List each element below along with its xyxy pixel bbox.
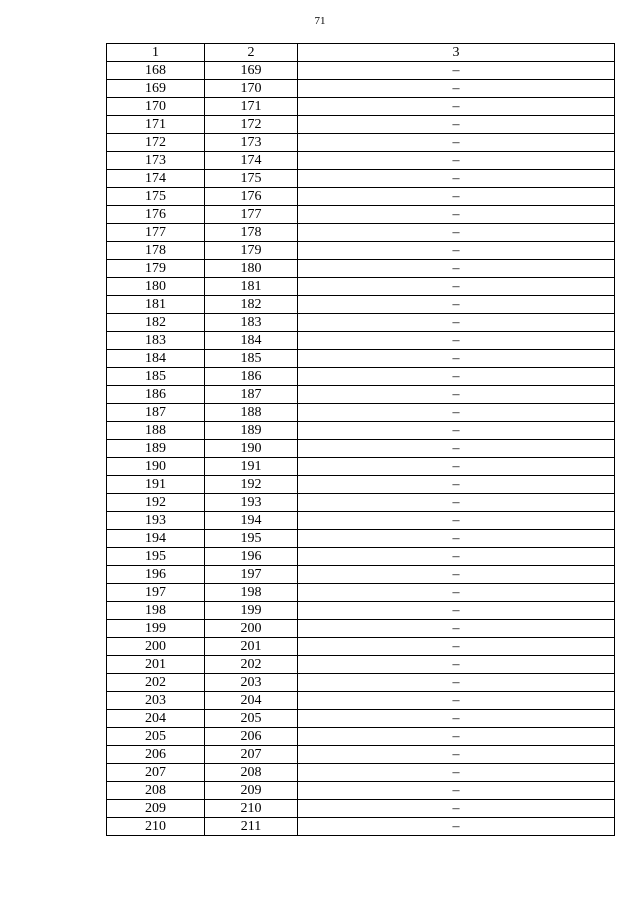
table-cell-col-3: –: [298, 368, 615, 386]
table-row: [107, 260, 615, 278]
table-row: [107, 188, 615, 206]
table-cell-col-1: 173: [107, 152, 205, 170]
table-cell-col-2: 179: [205, 242, 298, 260]
table-cell-col-1: 203: [107, 692, 205, 710]
table-row: [107, 674, 615, 692]
table-cell-col-1: 193: [107, 512, 205, 530]
table-cell-col-2: 180: [205, 260, 298, 278]
table-cell-col-2: 177: [205, 206, 298, 224]
table-cell-col-3: –: [298, 674, 615, 692]
table-cell-col-1: 204: [107, 710, 205, 728]
table-cell-col-3: –: [298, 710, 615, 728]
table-cell-col-2: 171: [205, 98, 298, 116]
table-cell-col-2: 191: [205, 458, 298, 476]
table-cell-col-1: 195: [107, 548, 205, 566]
table-row: [107, 530, 615, 548]
table-row: [107, 224, 615, 242]
table-cell-col-3: –: [298, 458, 615, 476]
table-cell-col-3: –: [298, 782, 615, 800]
table-cell-col-1: 187: [107, 404, 205, 422]
table-cell-col-2: 186: [205, 368, 298, 386]
table-cell-col-1: 182: [107, 314, 205, 332]
table-cell-col-3: –: [298, 422, 615, 440]
table-cell-col-3: –: [298, 440, 615, 458]
table-cell-col-1: 198: [107, 602, 205, 620]
table-cell-col-1: 207: [107, 764, 205, 782]
table-cell-col-1: 202: [107, 674, 205, 692]
table-cell-col-3: –: [298, 170, 615, 188]
table-cell-col-3: –: [298, 494, 615, 512]
table-cell-col-2: 203: [205, 674, 298, 692]
table-cell-col-2: 188: [205, 404, 298, 422]
table-cell-col-1: 176: [107, 206, 205, 224]
table-cell-col-2: 187: [205, 386, 298, 404]
table-cell-col-3: –: [298, 188, 615, 206]
table-cell-col-1: 178: [107, 242, 205, 260]
table-header-row: [107, 44, 615, 62]
table-cell-col-3: –: [298, 98, 615, 116]
table-row: [107, 386, 615, 404]
table-cell-col-3: –: [298, 386, 615, 404]
table-cell-col-3: –: [298, 80, 615, 98]
table-cell-col-3: –: [298, 548, 615, 566]
table-row: [107, 116, 615, 134]
table-cell-col-2: 210: [205, 800, 298, 818]
table-cell-col-2: 178: [205, 224, 298, 242]
table-row: [107, 350, 615, 368]
column-header-3: 3: [298, 44, 615, 62]
table-cell-col-1: 200: [107, 638, 205, 656]
table-cell-col-1: 180: [107, 278, 205, 296]
table-cell-col-1: 171: [107, 116, 205, 134]
table-cell-col-3: –: [298, 818, 615, 836]
table-cell-col-3: –: [298, 242, 615, 260]
table-cell-col-2: 202: [205, 656, 298, 674]
table-cell-col-3: –: [298, 512, 615, 530]
table-cell-col-3: –: [298, 404, 615, 422]
table-cell-col-2: 173: [205, 134, 298, 152]
data-table: [106, 43, 615, 836]
table-cell-col-1: 189: [107, 440, 205, 458]
table-cell-col-2: 198: [205, 584, 298, 602]
table-cell-col-1: 206: [107, 746, 205, 764]
table-cell-col-2: 190: [205, 440, 298, 458]
table-row: [107, 566, 615, 584]
table-cell-col-2: 184: [205, 332, 298, 350]
table-cell-col-2: 195: [205, 530, 298, 548]
table-cell-col-1: 191: [107, 476, 205, 494]
table-cell-col-2: 182: [205, 296, 298, 314]
table-cell-col-1: 209: [107, 800, 205, 818]
table-cell-col-3: –: [298, 566, 615, 584]
table-cell-col-2: 199: [205, 602, 298, 620]
table-cell-col-2: 169: [205, 62, 298, 80]
table-cell-col-2: 201: [205, 638, 298, 656]
table-cell-col-3: –: [298, 584, 615, 602]
table-cell-col-2: 192: [205, 476, 298, 494]
page-number: 71: [314, 15, 326, 27]
table-row: [107, 512, 615, 530]
table-cell-col-1: 168: [107, 62, 205, 80]
table-cell-col-3: –: [298, 332, 615, 350]
table-cell-col-1: 181: [107, 296, 205, 314]
table-cell-col-2: 176: [205, 188, 298, 206]
table-cell-col-1: 174: [107, 170, 205, 188]
table-row: [107, 80, 615, 98]
table-row: [107, 476, 615, 494]
table-cell-col-2: 174: [205, 152, 298, 170]
table-row: [107, 602, 615, 620]
column-header-2: 2: [205, 44, 298, 62]
table-cell-col-2: 197: [205, 566, 298, 584]
table-cell-col-3: –: [298, 278, 615, 296]
table-cell-col-2: 194: [205, 512, 298, 530]
table-cell-col-3: –: [298, 692, 615, 710]
table-cell-col-1: 208: [107, 782, 205, 800]
table-row: [107, 368, 615, 386]
table-cell-col-2: 189: [205, 422, 298, 440]
table-cell-col-3: –: [298, 764, 615, 782]
table-cell-col-1: 183: [107, 332, 205, 350]
table-cell-col-2: 207: [205, 746, 298, 764]
table-cell-col-1: 179: [107, 260, 205, 278]
table-row: [107, 620, 615, 638]
table-cell-col-1: 190: [107, 458, 205, 476]
table-row: [107, 746, 615, 764]
table-row: [107, 422, 615, 440]
table-cell-col-2: 170: [205, 80, 298, 98]
table-cell-col-2: 206: [205, 728, 298, 746]
table-cell-col-1: 184: [107, 350, 205, 368]
table-row: [107, 62, 615, 80]
table-cell-col-1: 170: [107, 98, 205, 116]
table-cell-col-1: 188: [107, 422, 205, 440]
table-cell-col-2: 200: [205, 620, 298, 638]
table-cell-col-2: 211: [205, 818, 298, 836]
table-cell-col-2: 193: [205, 494, 298, 512]
table-cell-col-1: 205: [107, 728, 205, 746]
table-cell-col-3: –: [298, 350, 615, 368]
table-row: [107, 98, 615, 116]
table-cell-col-3: –: [298, 746, 615, 764]
table-row: [107, 458, 615, 476]
table-row: [107, 278, 615, 296]
table-cell-col-2: 204: [205, 692, 298, 710]
table-row: [107, 314, 615, 332]
table-cell-col-3: –: [298, 530, 615, 548]
table-row: [107, 404, 615, 422]
table-cell-col-1: 194: [107, 530, 205, 548]
table-cell-col-1: 169: [107, 80, 205, 98]
table-cell-col-3: –: [298, 116, 615, 134]
table-cell-col-3: –: [298, 728, 615, 746]
table-cell-col-1: 185: [107, 368, 205, 386]
table-cell-col-2: 183: [205, 314, 298, 332]
table-row: [107, 728, 615, 746]
table-cell-col-1: 210: [107, 818, 205, 836]
table-row: [107, 206, 615, 224]
table-cell-col-2: 181: [205, 278, 298, 296]
table-cell-col-3: –: [298, 296, 615, 314]
table-cell-col-3: –: [298, 476, 615, 494]
table-row: [107, 440, 615, 458]
table-row: [107, 296, 615, 314]
table-cell-col-3: –: [298, 206, 615, 224]
table-row: [107, 764, 615, 782]
table-cell-col-1: 197: [107, 584, 205, 602]
table-cell-col-3: –: [298, 224, 615, 242]
table-cell-col-1: 192: [107, 494, 205, 512]
table-row: [107, 800, 615, 818]
table-cell-col-3: –: [298, 656, 615, 674]
table-cell-col-3: –: [298, 260, 615, 278]
table-cell-col-3: –: [298, 152, 615, 170]
table-row: [107, 656, 615, 674]
table-cell-col-1: 201: [107, 656, 205, 674]
table-row: [107, 782, 615, 800]
table-row: [107, 710, 615, 728]
table-row: [107, 494, 615, 512]
table-cell-col-2: 175: [205, 170, 298, 188]
table-cell-col-2: 205: [205, 710, 298, 728]
table-cell-col-1: 199: [107, 620, 205, 638]
table-row: [107, 152, 615, 170]
table-row: [107, 332, 615, 350]
table-cell-col-2: 185: [205, 350, 298, 368]
table-row: [107, 638, 615, 656]
table-cell-col-3: –: [298, 602, 615, 620]
table-cell-col-3: –: [298, 134, 615, 152]
table-cell-col-1: 186: [107, 386, 205, 404]
table-cell-col-2: 208: [205, 764, 298, 782]
table-row: [107, 170, 615, 188]
table-cell-col-3: –: [298, 638, 615, 656]
table-row: [107, 548, 615, 566]
table-cell-col-1: 172: [107, 134, 205, 152]
table-row: [107, 818, 615, 836]
table-cell-col-1: 175: [107, 188, 205, 206]
table-row: [107, 242, 615, 260]
table-row: [107, 584, 615, 602]
table-cell-col-3: –: [298, 620, 615, 638]
table-cell-col-1: 196: [107, 566, 205, 584]
column-header-1: 1: [107, 44, 205, 62]
table-cell-col-2: 172: [205, 116, 298, 134]
table-row: [107, 134, 615, 152]
table-body: [107, 62, 615, 836]
table-cell-col-1: 177: [107, 224, 205, 242]
table-cell-col-2: 209: [205, 782, 298, 800]
table-cell-col-3: –: [298, 800, 615, 818]
table-row: [107, 692, 615, 710]
table-cell-col-2: 196: [205, 548, 298, 566]
table-cell-col-3: –: [298, 314, 615, 332]
table-cell-col-3: –: [298, 62, 615, 80]
